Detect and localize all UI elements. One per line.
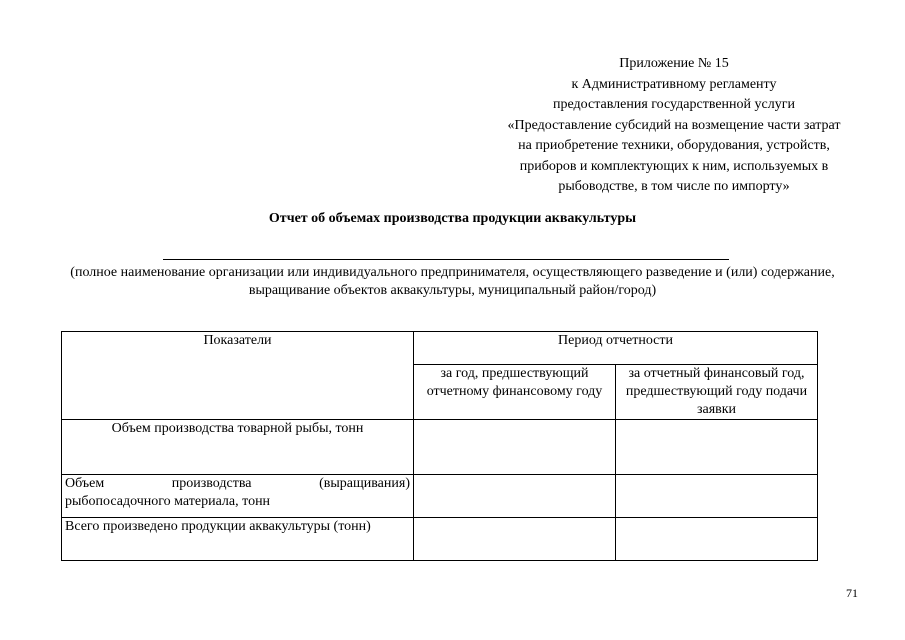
table-header-row — [62, 332, 818, 365]
table-row — [62, 475, 818, 518]
row-label-fish-stock — [62, 475, 414, 518]
header-reporting-year: за отчетный финансовый год, предшествующий году подачи заявки — [616, 365, 818, 420]
appendix-line: Приложение № 15 — [619, 56, 729, 71]
appendix-line: «Предоставление субсидий на возмещение части затрат — [507, 117, 841, 133]
row-label-total: Всего произведено продукции аквакультуры (тонн) — [62, 518, 414, 561]
table-row — [62, 518, 818, 561]
header-indicators: Показатели — [62, 332, 414, 420]
cell-fish-stock-report — [616, 475, 818, 518]
report-table — [61, 331, 818, 561]
cell-commercial-fish-prev — [414, 420, 616, 475]
caption-line-2: выращивание объектов аквакультуры, муниципальный район/город) — [248, 283, 657, 298]
header-previous-year: за год, предшествующий отчетному финансовому году — [414, 365, 616, 420]
appendix-line: на приобретение техники, оборудования, устройств, — [518, 138, 830, 153]
organization-name-caption — [10, 264, 895, 300]
appendix-line: к Административному регламенту — [571, 76, 777, 92]
table-row — [62, 420, 818, 475]
cell-total-prev — [414, 518, 616, 561]
appendix-block — [476, 54, 872, 198]
label-word: (выращивания) — [319, 476, 410, 491]
report-title: Отчет об объемах производства продукции аквакультуры — [268, 211, 637, 226]
cell-total-report — [616, 518, 818, 561]
caption-line-1: (полное наименование организации или индивидуального предпринимателя, осуществляющего разведение и (или) содержание, — [70, 265, 835, 280]
appendix-line: приборов и комплектующих к ним, используемых в — [519, 158, 829, 174]
label-word: Объем — [65, 476, 105, 491]
appendix-line: рыбоводстве, в том числе по импорту» — [558, 179, 790, 194]
page-number: 71 — [846, 586, 858, 600]
row-label-second-line: рыбопосадочного материала, тонн — [65, 494, 271, 509]
row-label-first-line — [65, 475, 410, 493]
cell-commercial-fish-report — [616, 420, 818, 475]
cell-fish-stock-prev — [414, 475, 616, 518]
label-word: производства — [171, 476, 252, 491]
row-label-commercial-fish: Объем производства товарной рыбы, тонн — [62, 420, 414, 475]
appendix-line: предоставления государственной услуги — [553, 97, 795, 112]
header-reporting-period: Период отчетности — [414, 332, 818, 365]
organization-name-line — [163, 259, 729, 260]
